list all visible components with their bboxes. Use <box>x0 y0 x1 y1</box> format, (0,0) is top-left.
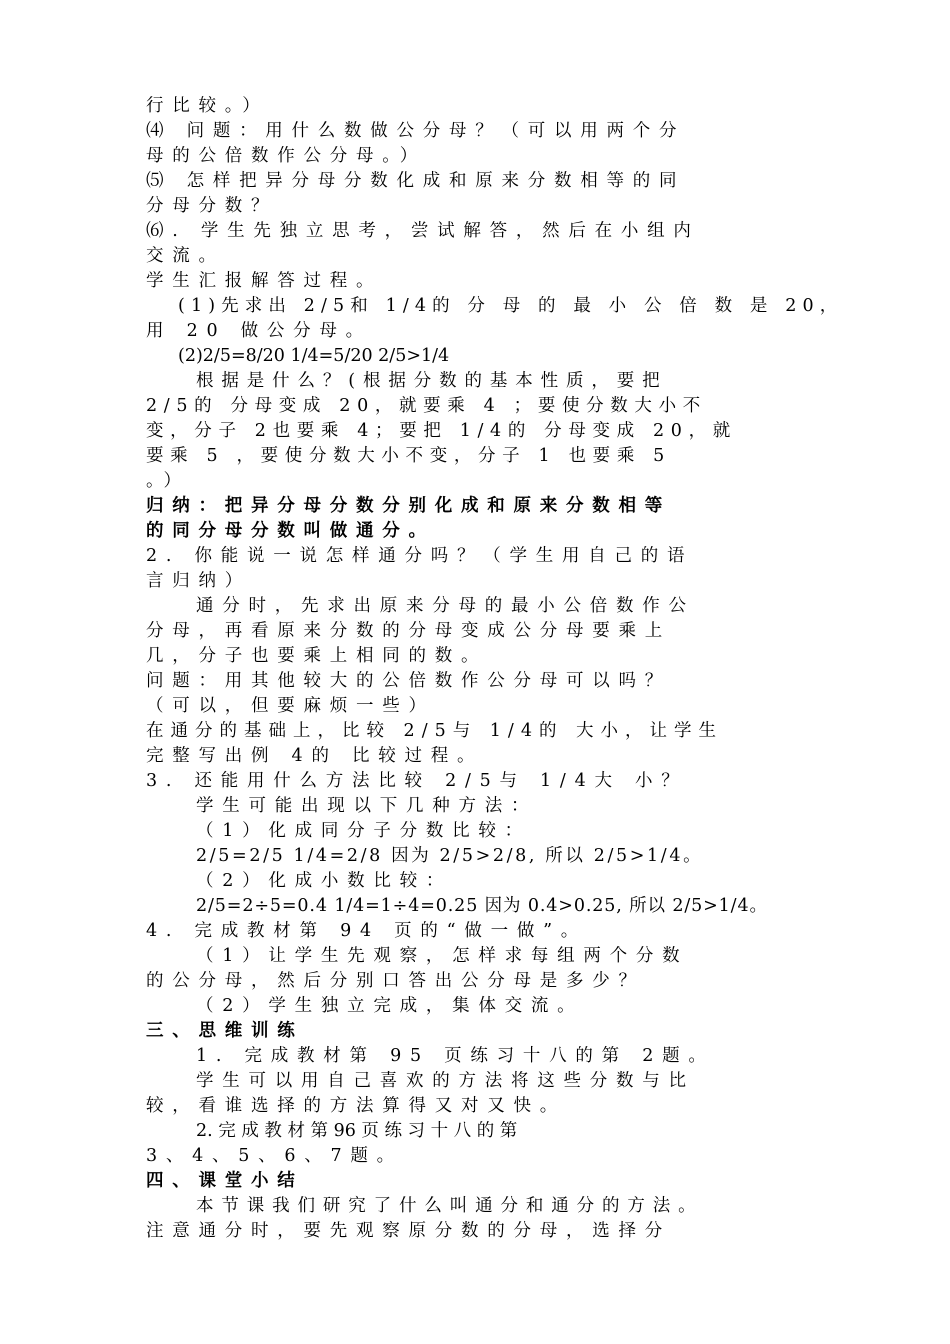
text-line: 学生可能出现以下几种方法： <box>196 796 538 816</box>
text-line: 问题：用其他较大的公倍数作公分母可以吗？ <box>146 671 671 691</box>
text-line: ⑸ 怎样把异分母分数化成和原来分数相等的同 <box>146 171 686 191</box>
summary-line: 归纳：把异分母分数分别化成和原来分数相等 <box>146 496 671 516</box>
text-line: 在通分的基础上，比较 2/5与 1/4的 大小，让学生 <box>146 721 724 741</box>
text-line: 2/5=2÷5=0.4 1/4=1÷4=0.25 因为 0.4>0.25, 所以 2/5>1/4。 <box>196 896 768 916</box>
text-line: 根据是什么？(根据分数的基本性质，要把 <box>196 371 668 391</box>
text-line: 2. 完 成 教 材 第 96 页 练 习 十 八 的 第 <box>196 1121 518 1141</box>
text-line: 学生汇报解答过程。 <box>146 271 383 291</box>
text-line: 3. 还能用什么方法比较 2/5与 1/4大 小？ <box>146 771 688 791</box>
text-line: 2. 你能说一说怎样通分吗？（学生用自己的语 <box>146 546 694 566</box>
text-line: 交流。 <box>146 246 225 266</box>
text-line: 通分时，先求出原来分母的最小公倍数作公 <box>196 596 695 616</box>
text-line: 要乘 5 ，要使分数大小不变，分子 1 也要乘 5 <box>146 446 671 466</box>
text-line: （1）让学生先观察，怎样求每组两个分数 <box>196 946 689 966</box>
text-line: （2）化成小数比较： <box>196 871 453 891</box>
text-line: 本节课我们研究了什么叫通分和通分的方法。 <box>196 1196 704 1216</box>
text-line: 注意通分时，要先观察原分数的分母，选择分 <box>146 1221 671 1241</box>
text-line: ⑹. 学生先独立思考，尝试解答，然后在小组内 <box>146 221 700 241</box>
text-line: 2/5的 分母变成 20，就要乘 4 ；要使分数大小不 <box>146 396 707 416</box>
text-line: （2）学生独立完成，集体交流。 <box>196 996 584 1016</box>
text-line: 母的公倍数作公分母。） <box>146 146 426 166</box>
text-line: 1. 完成教材第 95 页练习十八的第 2题。 <box>196 1046 715 1066</box>
text-line: 用 20 做公分母。 <box>146 321 372 341</box>
text-line: 学生可以用自己喜欢的方法将这些分数与比 <box>196 1071 695 1091</box>
text-line: 较，看谁选择的方法算得又对又快。 <box>146 1096 566 1116</box>
text-line: 行比较。） <box>146 96 269 116</box>
text-line: （1）化成同分子分数比较： <box>196 821 531 841</box>
text-line: ⑷ 问题：用什么数做公分母？（可以用两个分 <box>146 121 686 141</box>
text-line: 几，分子也要乘上相同的数。 <box>146 646 488 666</box>
text-line: 2/5=2/5 1/4=2/8 因为 2/5>2/8, 所以 2/5>1/4。 <box>196 846 704 866</box>
section-heading: 三、思维训练 <box>146 1021 304 1041</box>
text-line: （可以，但要麻烦一些） <box>146 696 435 716</box>
text-line: 3、4、5、6、7题。 <box>146 1146 403 1166</box>
text-line: (2)2/5=8/20 1/4=5/20 2/5>1/4 <box>178 346 450 366</box>
text-line: 分母，再看原来分数的分母变成公分母要乘上 <box>146 621 671 641</box>
text-line: 的公分母，然后分别口答出公分母是多少？ <box>146 971 645 991</box>
text-line: 变，分子 2也要乘 4；要把 1/4的 分母变成 20，就 <box>146 421 737 441</box>
text-line: 4. 完成教材第 94 页的“做一做”。 <box>146 921 588 941</box>
text-line: 。） <box>146 471 190 491</box>
text-line: 分母分数？ <box>146 196 278 216</box>
summary-line: 的同分母分数叫做通分。 <box>146 521 435 541</box>
text-line: (1)先求出 2/5和 1/4的 分 母 的 最 小 公 倍 数 是 20， <box>178 296 844 316</box>
text-line: 完整写出例 4的 比较过程。 <box>146 746 484 766</box>
section-heading: 四、课堂小结 <box>146 1171 304 1191</box>
text-line: 言归纳） <box>146 571 251 591</box>
